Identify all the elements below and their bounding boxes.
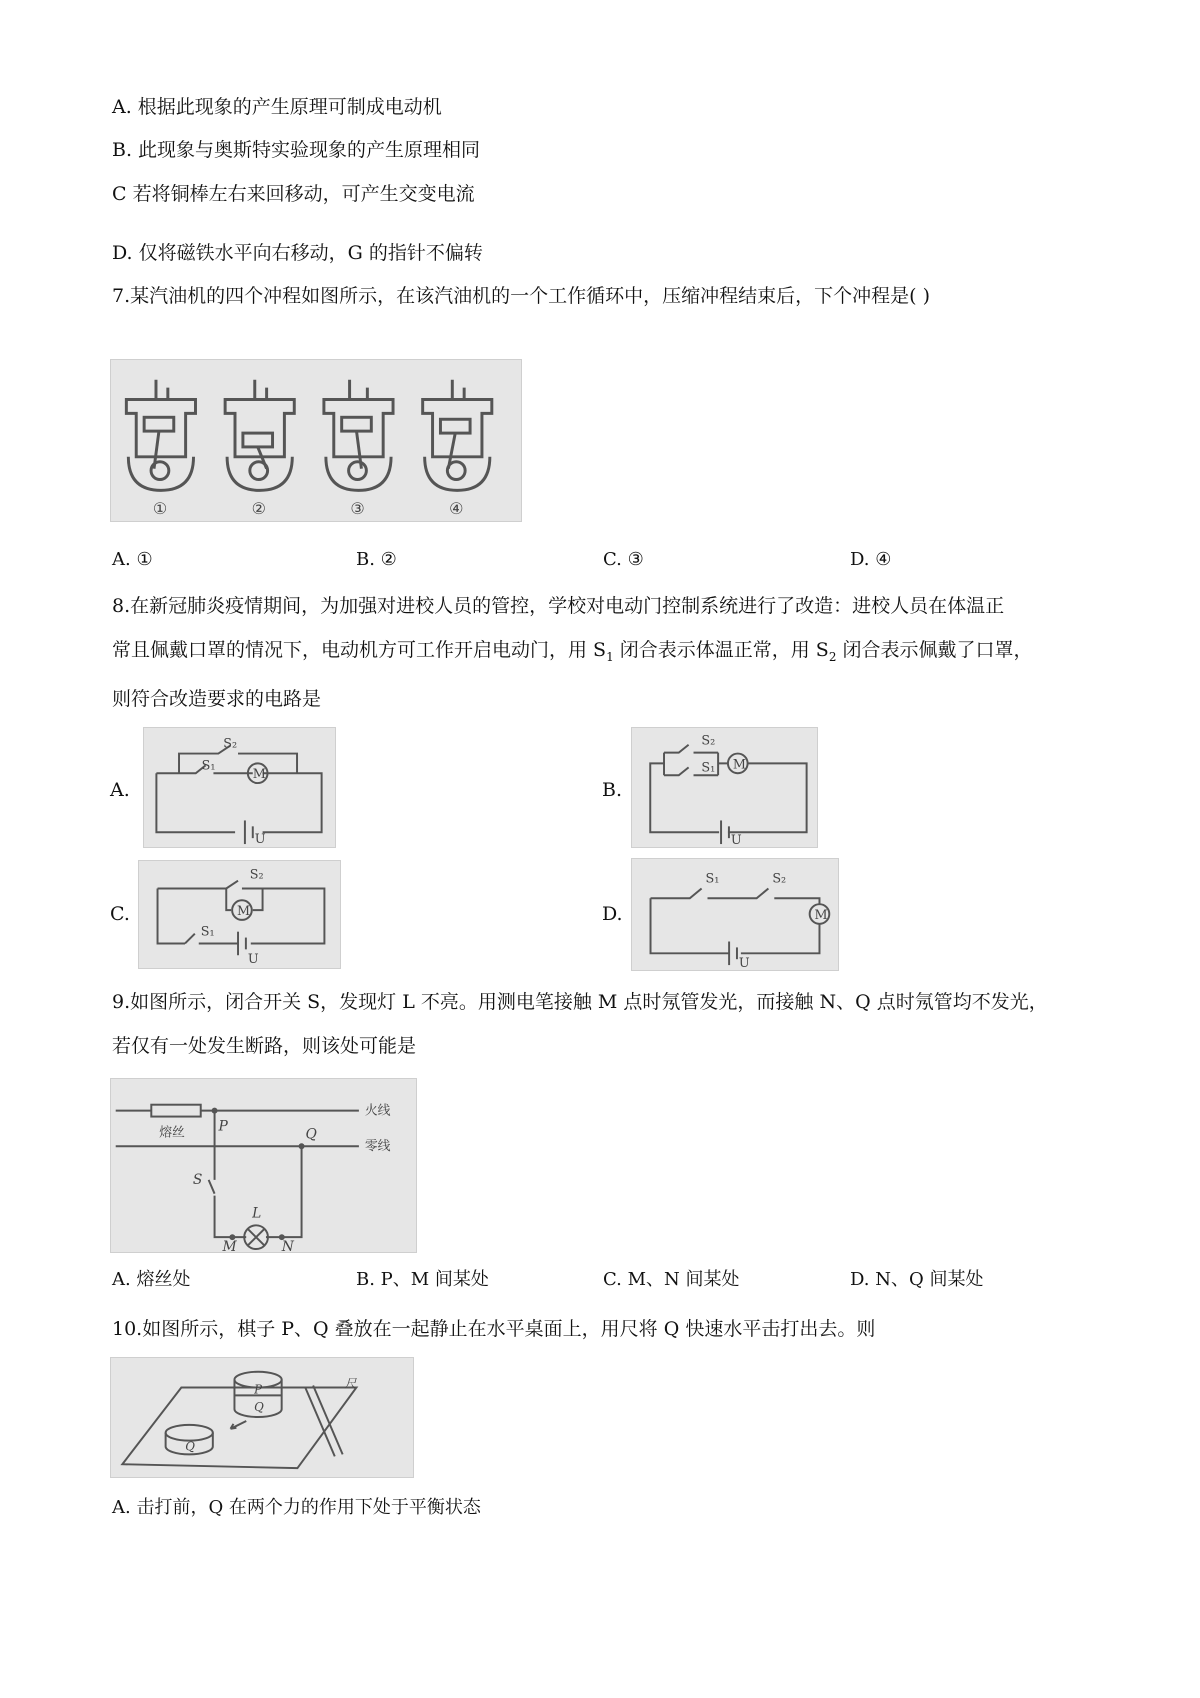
q7-option-a: A. ①	[112, 549, 153, 570]
engine-stroke-1	[126, 380, 195, 491]
svg-text:M: M	[237, 903, 251, 919]
svg-text:M: M	[814, 907, 828, 923]
svg-text:S₂: S₂	[772, 871, 787, 887]
engine-label-2: ②	[251, 499, 266, 519]
q8-stem-line1: 8.在新冠肺炎疫情期间，为加强对进校人员的管控，学校对电动门控制系统进行了改造：进校人员在体温正	[112, 595, 1005, 617]
circuit-c-figure	[138, 860, 341, 969]
engine-label-1: ①	[152, 499, 168, 519]
svg-text:S₁: S₁	[705, 871, 720, 887]
svg-text:N: N	[281, 1239, 294, 1252]
q9-stem-line2: 若仅有一处发生断路，则该处可能是	[112, 1035, 417, 1057]
svg-text:P: P	[218, 1118, 228, 1135]
svg-text:S₁: S₁	[201, 758, 216, 774]
q8-option-a-letter: A.	[110, 779, 130, 801]
svg-text:Q: Q	[254, 1400, 264, 1415]
svg-text:M: M	[252, 767, 266, 783]
household-circuit-figure	[110, 1078, 417, 1253]
q8-option-c-letter: C.	[110, 903, 130, 925]
svg-text:M: M	[222, 1239, 237, 1252]
svg-text:Q: Q	[305, 1126, 317, 1143]
q6-option-d: D. 仅将磁铁水平向右移动，G 的指针不偏转	[112, 242, 483, 264]
svg-text:S₂: S₂	[701, 733, 716, 749]
svg-text:Q: Q	[185, 1439, 195, 1454]
q9-option-b: B. P、M 间某处	[356, 1269, 489, 1290]
q10-stem: 10.如图所示，棋子 P、Q 叠放在一起静止在水平桌面上，用尺将 Q 快速水平击打出去。则	[112, 1318, 876, 1340]
q6-option-b: B. 此现象与奥斯特实验现象的产生原理相同	[112, 139, 481, 161]
engine-stroke-2	[225, 380, 294, 491]
svg-text:零线: 零线	[364, 1139, 391, 1155]
svg-text:熔丝: 熔丝	[159, 1125, 185, 1141]
q8-option-b-letter: B.	[602, 779, 623, 801]
chess-pieces-figure	[110, 1357, 414, 1478]
q8-stem-line2: 常且佩戴口罩的情况下，电动机方可工作开启电动门，用 $S_1$ 闭合表示体温正常，用 $S_2$ 闭合表示佩戴了口罩，	[112, 639, 1033, 664]
engine-stroke-3	[324, 380, 393, 491]
svg-text:S₁: S₁	[200, 924, 215, 940]
engine-label-4: ④	[449, 499, 464, 519]
q9-option-a: A. 熔丝处	[112, 1269, 191, 1290]
q7-option-d: D. ④	[850, 549, 892, 570]
q6-option-a: A. 根据此现象的产生原理可制成电动机	[112, 96, 442, 118]
svg-text:U: U	[247, 952, 259, 968]
svg-text:S: S	[192, 1171, 203, 1188]
svg-text:P: P	[254, 1382, 263, 1397]
svg-text:火线: 火线	[364, 1103, 391, 1119]
svg-text:尺: 尺	[344, 1376, 357, 1391]
svg-text:M: M	[732, 757, 746, 773]
q9-option-d: D. N、Q 间某处	[850, 1269, 984, 1290]
svg-text:U: U	[254, 832, 266, 847]
q7-option-c: C. ③	[603, 549, 644, 570]
svg-text:U: U	[738, 956, 750, 970]
q10-option-a: A. 击打前，Q 在两个力的作用下处于平衡状态	[112, 1497, 481, 1518]
engine-stroke-4	[423, 380, 492, 491]
svg-text:L: L	[252, 1205, 262, 1222]
engine-strokes-figure	[110, 359, 522, 522]
engine-label-3: ③	[350, 499, 365, 519]
svg-text:S₂: S₂	[223, 736, 238, 752]
q7-stem: 7.某汽油机的四个冲程如图所示，在该汽油机的一个工作循环中，压缩冲程结束后，下个冲程是( )	[112, 285, 930, 307]
circuit-d-figure	[631, 858, 839, 971]
circuit-b-figure	[631, 727, 818, 848]
svg-text:U: U	[730, 833, 742, 847]
circuit-a-figure	[143, 727, 336, 848]
q6-option-c: C 若将铜棒左右来回移动，可产生交变电流	[112, 183, 475, 205]
q8-option-d-letter: D.	[602, 903, 623, 925]
q7-option-b: B. ②	[356, 549, 397, 570]
svg-text:S₂: S₂	[249, 867, 264, 883]
svg-text:S₁: S₁	[701, 760, 716, 776]
q9-option-c: C. M、N 间某处	[603, 1269, 740, 1290]
q9-stem-line1: 9.如图所示，闭合开关 S，发现灯 L 不亮。用测电笔接触 M 点时氖管发光，而接触 N、Q 点时氖管均不发光，	[112, 991, 1048, 1013]
q8-stem-line3: 则符合改造要求的电路是	[112, 688, 322, 710]
